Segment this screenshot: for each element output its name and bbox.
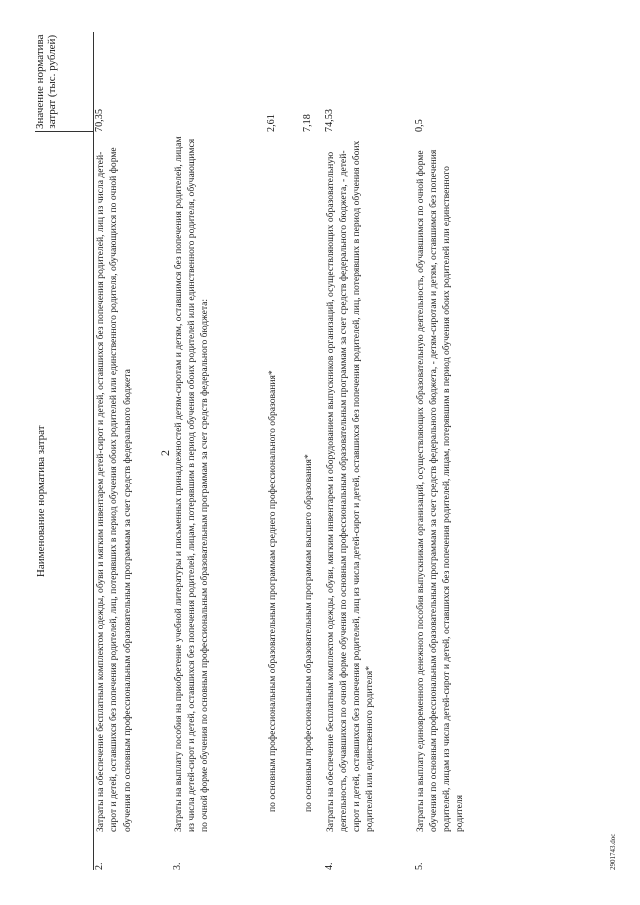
header-norm-name: Наименование норматива затрат [35, 132, 94, 870]
row-number: 5. [413, 862, 425, 870]
row-number: 2. [94, 862, 105, 870]
row-text: Затраты на выплату пособия на приобретение учебной литературы и письменных принадлежностей детям-сиротам и детям, оставшимся без попечения родителей, лицам из числа детей-сирот и детей, оставшихся без попечения родителей, лицам, потерявшим в период обучения обоих родителей или единственного родителя, обучающимся по очной форме обучения по основным профессиональным образовательным программам за счет средств федерального бюджета: [172, 136, 211, 832]
table-row [94, 32, 172, 870]
row-value [172, 32, 252, 132]
row-text: Затраты на обеспечение бесплатным комплектом одежды, обуви и мягким инвентарем детей-сирот и детей, оставшихся без попечения родителей, лиц из числа детей-сирот и детей, оставшихся без попечения родителей, лиц, потерявших в период обучения обоих родителей или единственного родителя, обучающихся по очной форме обучения по основным профессиональным образовательным программам за счет средств федерального бюджета [95, 147, 133, 832]
row-value: 74,53 [323, 109, 335, 132]
table-row-sub [252, 32, 288, 870]
table-row [172, 32, 252, 870]
cost-norms-table [35, 32, 506, 870]
row-value: 70,35 [94, 109, 105, 132]
table-header-row [35, 32, 94, 870]
row-value: 0,5 [413, 119, 425, 132]
header-norm-value [35, 32, 94, 132]
row-number [288, 832, 324, 870]
row-number [252, 832, 288, 870]
page-number: 2 [158, 450, 172, 456]
table-row-sub [288, 32, 324, 870]
table-row [324, 32, 414, 870]
row-text: Затраты на обеспечение бесплатным комплектом одежды, обуви, мягким инвентарем и оборудованием выпускников организаций, осуществляющих образовательную деятельность, обучавшихся по очной форме обучения по основным профессиональным образовательным программам за счет средств федерального бюджета, - детей-сирот и детей, оставшихся без попечения родителей, лиц из числа детей-сирот и детей, оставшихся без попечения родителей, лиц, потерявших в период обучения обоих родителей или единственного родителя* [324, 140, 376, 832]
row-text: по основным профессиональным образовательным программам высшего образования* [302, 454, 314, 812]
table-row [414, 32, 506, 870]
row-text: Затраты на выплату единовременного денежного пособия выпускникам организаций, осуществляющих образовательную деятельность, обучавшимся по очной форме обучения по основным профессиональным образовательным программам за счет средств федерального бюджета, - детям-сиротам и детям, оставшимся без попечения родителей, лицам из числа детей-сирот и детей, оставшихся без попечения родителей, лицам, потерявшим в период обучения обоих родителей или единственного родителя [414, 149, 466, 832]
row-value: 7,18 [301, 114, 313, 132]
row-text: по основным профессиональным образовательным программам среднего профессионального образования* [266, 370, 278, 812]
row-number: 4. [323, 862, 335, 870]
file-footer: 2901743.doc [609, 833, 617, 870]
header-value-line1: Значение норматива [34, 34, 46, 129]
row-value: 2,61 [265, 114, 277, 132]
header-value-line2: затрат (тыс. рублей) [45, 34, 58, 129]
row-number: 3. [171, 862, 183, 870]
